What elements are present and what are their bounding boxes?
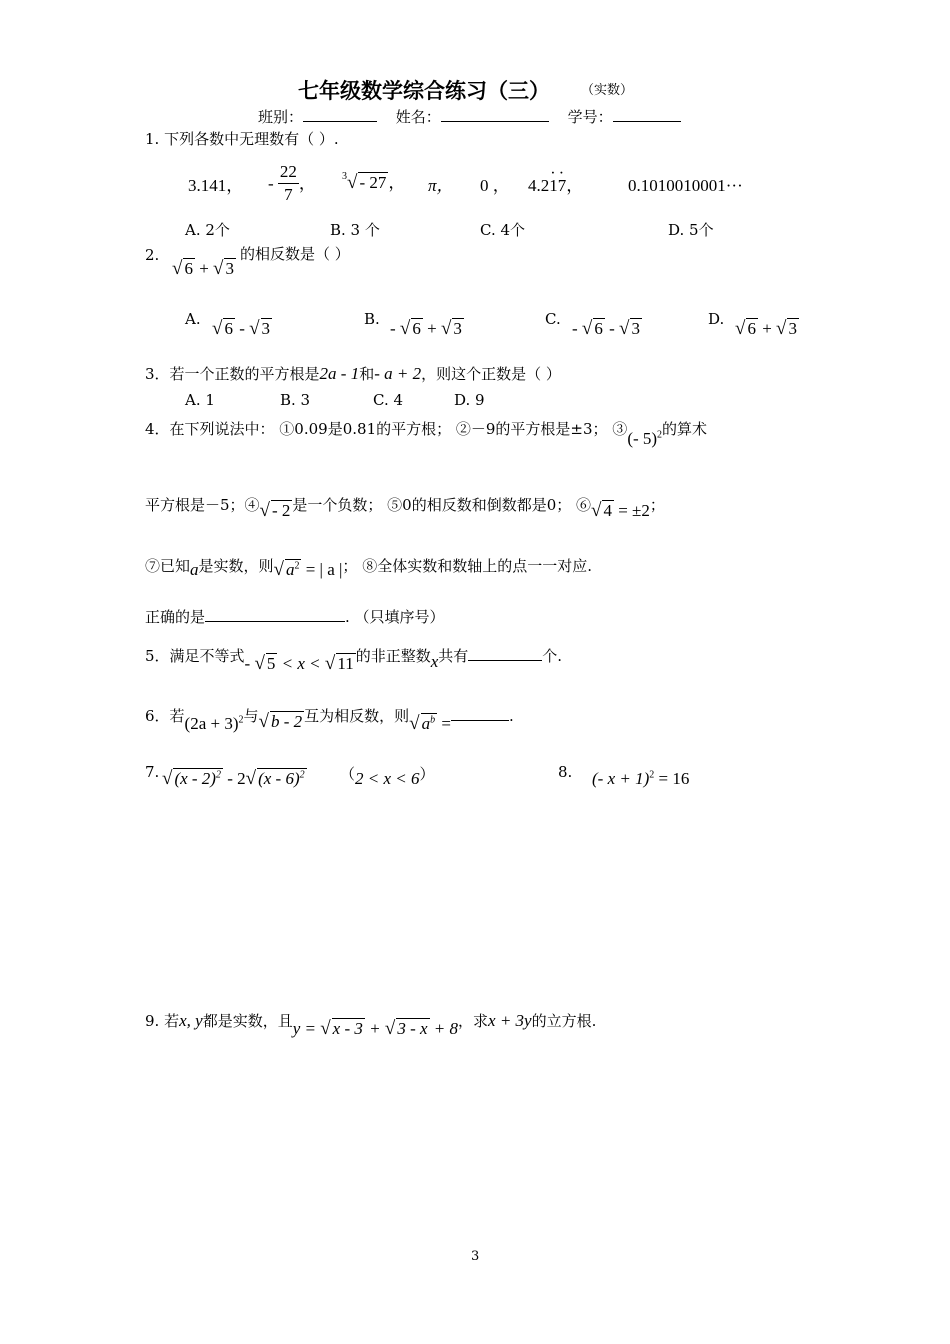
q4-statement-3-expr: (- 5)$^2$ xyxy=(627,429,663,448)
class-label: 班别： xyxy=(258,108,304,126)
q4-statement-7-expr: √ $a^2$ = | a | xyxy=(273,559,343,580)
q4-statement-4-expr: √ - 2 xyxy=(259,500,291,521)
q7-number: 7. xyxy=(145,763,160,781)
q1-number-nonrepeating: 0.1010010001··· xyxy=(628,176,743,195)
q9-equation: y = √ x - 3 + √ 3 - x + 8 xyxy=(292,1018,459,1039)
q8-expression: (- x + 1)$^2$ = 16 xyxy=(592,769,690,788)
q1-option-a: A. 2个 xyxy=(185,221,230,239)
q2-option-c-expr: - √ 6 - √ 3 xyxy=(572,318,640,339)
q2-option-d-label: D. xyxy=(708,310,725,328)
fraction-22-7: $\frac{22}{7}$ xyxy=(279,162,297,204)
q4-line-1: 4．在下列说法中： ①0.09是0.81的平方根； ②－9的平方根是±3； ③(- 5)$^2$的算术 xyxy=(145,420,708,448)
q3-option-d: D. 9 xyxy=(454,391,485,409)
q5-stem: 5．满足不等式- √ 5 < x < √ 11 的非正整数x共有 个. xyxy=(145,647,563,674)
q1-number-pi: π， xyxy=(428,176,454,195)
q3-expr-2: - a + 2 xyxy=(374,364,422,383)
q2-option-d-expr: √ 6 + √ 3 xyxy=(735,318,797,339)
q6-expr-2: √ b - 2 xyxy=(258,711,303,732)
q1-number-repeating: 4.2· 1· 7， xyxy=(528,177,583,194)
student-info-row xyxy=(258,107,681,125)
page-title: 七年级数学综合练习（三） xyxy=(298,78,550,103)
q1-number-zero: 0 ， xyxy=(480,176,510,195)
q1-number-3141: 3.141， xyxy=(188,176,244,195)
q4-answer-blank[interactable] xyxy=(205,607,345,622)
q1-option-d: D. 5个 xyxy=(668,221,714,239)
q2-option-c-label: C. xyxy=(545,310,561,328)
class-blank xyxy=(303,107,377,122)
q2-stem: 的相反数是（ ） xyxy=(240,245,350,263)
id-blank xyxy=(613,107,681,122)
q4-statement-6-expr: √ 4 = ±2 xyxy=(591,500,650,521)
q4-line-2: 平方根是－5；④√ - 2 是一个负数； ⑤0的相反数和倒数都是0； ⑥√ 4 = ±2； xyxy=(145,496,665,521)
q5-answer-blank[interactable] xyxy=(468,646,542,661)
q1-number-fraction: - $\frac{22}{7}$ ， xyxy=(268,162,316,204)
q2-number: 2. xyxy=(145,246,160,264)
q3-expr-1: 2a - 1 xyxy=(319,364,360,383)
q6-expr-3: √ $a^b$ = xyxy=(409,713,451,734)
q1-stem: 1. 下列各数中无理数有（ ）. xyxy=(145,130,339,148)
page-number: 3 xyxy=(471,1249,480,1264)
q1-option-b: B. 3 个 xyxy=(330,221,380,239)
name-label: 姓名： xyxy=(395,108,441,126)
q3-stem: 3．若一个正数的平方根是2a - 1和- a + 2，则这个正数是（ ） xyxy=(145,364,561,383)
q9-stem: 9. 若x, y都是实数，且y = √ x - 3 + √ 3 - x + 8，求x + 3y的立方根. xyxy=(145,1011,597,1039)
q8-number: 8. xyxy=(558,763,573,781)
q2-expression: √ 6 + √ 3 xyxy=(172,258,234,279)
q5-inequality: - √ 5 < x < √ 11 xyxy=(244,653,354,674)
q4-line-3: ⑦已知a是实数，则√ $a^2$ = | a |； ⑧全体实数和数轴上的点一一对应. xyxy=(145,557,592,580)
id-label: 学号： xyxy=(567,108,613,126)
q7-condition: （2 < x < 6） xyxy=(340,765,435,788)
q7-expression: √ (x - 2)$^2$ - 2√ (x - 6)$^2$ xyxy=(162,768,305,789)
q3-option-b: B. 3 xyxy=(280,391,311,409)
q6-expr-1: $(2a + 3)^2$ xyxy=(184,714,244,733)
name-blank xyxy=(441,107,549,122)
q1-option-c: C. 4个 xyxy=(480,221,526,239)
q2-option-b-expr: - √ 6 + √ 3 xyxy=(390,318,462,339)
q2-option-a-label: A. xyxy=(185,310,201,328)
q2-option-a-expr: √ 6 - √ 3 xyxy=(212,318,271,339)
q6-stem: 6．若$(2a + 3)^2$与√ b - 2 互为相反数，则√ $a^b$ = . xyxy=(145,707,514,734)
q3-option-a: A. 1 xyxy=(185,391,215,409)
q6-answer-blank[interactable] xyxy=(451,706,509,721)
q3-option-c: C. 4 xyxy=(373,391,404,409)
q4-answer-line: 正确的是 . （只填序号） xyxy=(145,608,445,626)
page-subtitle: （实数） xyxy=(581,83,634,98)
q2-option-b-label: B. xyxy=(364,310,380,328)
q1-number-cuberoot: $^3$√ - 27 ， xyxy=(342,171,406,193)
